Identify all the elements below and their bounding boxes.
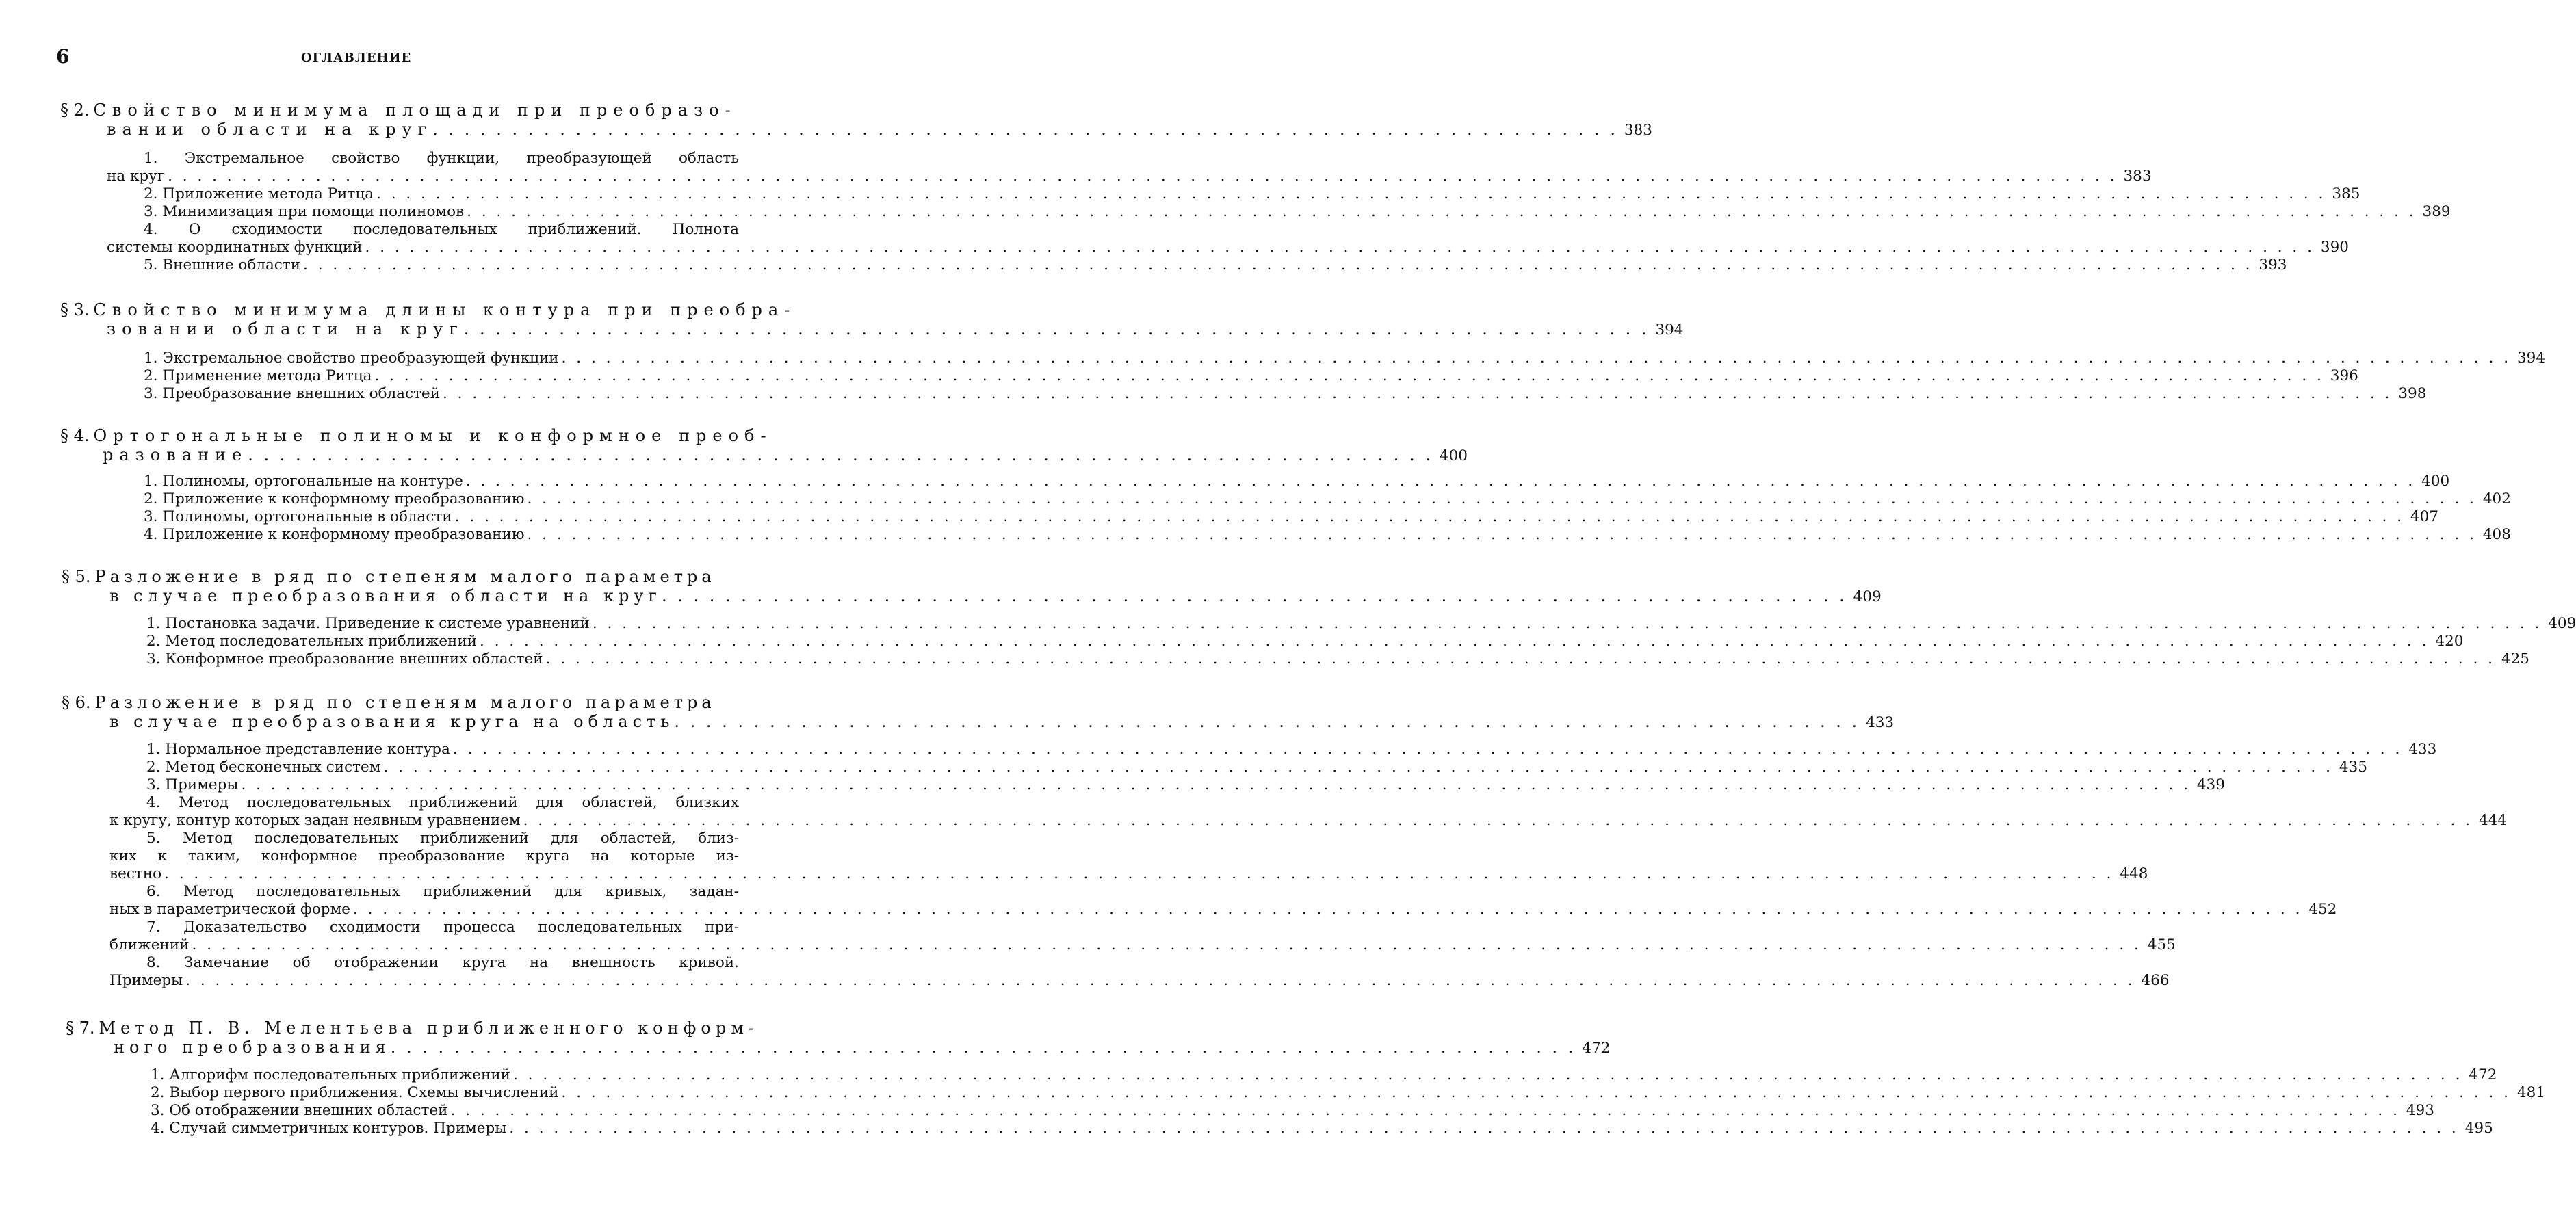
toc-item-line: 4. О сходимости последовательных приближений. Полнота bbox=[144, 220, 739, 239]
section-title-row[interactable] bbox=[109, 586, 739, 606]
toc-item-line: 6. Метод последовательных приближений для кривых, задан- bbox=[146, 882, 739, 901]
leader-dots bbox=[168, 167, 2117, 185]
section-number: § 2. bbox=[60, 101, 90, 120]
toc-item-text: 2. Приложение к конформному преобразованию bbox=[144, 490, 525, 508]
document-page bbox=[0, 0, 821, 1210]
leader-dots bbox=[509, 1119, 2458, 1137]
leader-dots bbox=[528, 490, 2477, 508]
toc-item-line: 1. Экстремальное свойство функции, преобразующей область bbox=[144, 149, 739, 168]
leader-dots bbox=[480, 632, 2429, 650]
toc-item[interactable] bbox=[109, 865, 739, 883]
toc-item[interactable] bbox=[144, 256, 739, 274]
page-ref: 407 bbox=[2408, 508, 2438, 526]
page-ref: 444 bbox=[2477, 811, 2507, 830]
leader-dots bbox=[443, 384, 2392, 403]
leader-dots bbox=[248, 445, 1433, 465]
leader-dots bbox=[466, 472, 2415, 490]
toc-item-line: ких к таким, конформное преобразование круга на которые из- bbox=[109, 847, 739, 865]
toc-item-text: 3. Полиномы, ортогональные в области bbox=[144, 508, 452, 526]
page-ref: 466 bbox=[2139, 971, 2170, 990]
section-title-row[interactable] bbox=[109, 711, 739, 732]
toc-item[interactable] bbox=[109, 971, 739, 990]
page-ref: 393 bbox=[2256, 256, 2287, 274]
page-ref: 420 bbox=[2433, 632, 2463, 650]
leader-dots bbox=[455, 508, 2404, 526]
toc-item-text: вестно bbox=[109, 865, 161, 883]
leader-dots bbox=[467, 202, 2416, 221]
leader-dots bbox=[546, 650, 2495, 668]
toc-item[interactable] bbox=[146, 776, 739, 794]
leader-dots bbox=[242, 776, 2191, 794]
section-title-row[interactable] bbox=[103, 445, 739, 465]
toc-item[interactable] bbox=[144, 525, 739, 544]
section-title-row[interactable] bbox=[114, 1037, 743, 1057]
toc-item-text: 1. Постановка задачи. Приведение к системе уравнений bbox=[146, 614, 590, 633]
page-ref: 394 bbox=[1653, 320, 1683, 341]
page-ref: 495 bbox=[2463, 1119, 2493, 1137]
section-title-row[interactable] bbox=[107, 119, 739, 140]
leader-dots bbox=[593, 614, 2542, 633]
page-ref: 408 bbox=[2481, 525, 2511, 544]
toc-item[interactable] bbox=[151, 1119, 743, 1137]
toc-item-text: 2. Применение метода Ритца bbox=[144, 367, 372, 385]
toc-item-text: 1. Полиномы, ортогональные на контуре bbox=[144, 472, 463, 490]
toc-item-text: 3. Об отображении внешних областей bbox=[151, 1101, 448, 1120]
page-ref: 400 bbox=[2419, 472, 2449, 490]
page-ref: 396 bbox=[2328, 367, 2358, 385]
toc-item-text: ближений bbox=[109, 936, 189, 954]
page-ref: 435 bbox=[2337, 758, 2367, 776]
page-ref: 390 bbox=[2319, 238, 2349, 257]
section-title-text: Разложение в ряд по степеням малого параметра bbox=[95, 567, 716, 586]
toc-item-text: к кругу, контур которых задан неявным уравнением bbox=[109, 811, 521, 830]
page-ref: 409 bbox=[2546, 614, 2576, 633]
section-title-text: зовании области на круг bbox=[107, 319, 464, 339]
leader-dots bbox=[303, 256, 2252, 274]
section-number: § 7. bbox=[66, 1018, 95, 1038]
toc-item[interactable] bbox=[144, 349, 739, 367]
toc-item[interactable] bbox=[109, 811, 739, 830]
toc-item-text: 1. Алгорифм последовательных приближений bbox=[151, 1066, 510, 1084]
toc-item[interactable] bbox=[144, 472, 739, 490]
toc-item[interactable] bbox=[144, 185, 739, 203]
leader-dots bbox=[562, 349, 2511, 367]
leader-dots bbox=[374, 367, 2324, 385]
page-number: 6 bbox=[56, 45, 69, 68]
toc-item-text: 3. Конформное преобразование внешних областей bbox=[146, 650, 543, 668]
leader-dots bbox=[453, 740, 2402, 759]
leader-dots bbox=[523, 811, 2473, 830]
toc-item[interactable] bbox=[144, 490, 739, 508]
section-number: § 5. bbox=[62, 567, 91, 586]
page-ref: 472 bbox=[2467, 1066, 2497, 1084]
page-ref: 493 bbox=[2404, 1101, 2434, 1120]
toc-item[interactable] bbox=[109, 936, 739, 954]
toc-item-text: 2. Приложение метода Ритца bbox=[144, 185, 374, 203]
page-ref: 433 bbox=[2406, 740, 2436, 759]
leader-dots bbox=[164, 865, 2113, 883]
leader-dots bbox=[384, 758, 2333, 776]
section-title-text: Ортогональные полиномы и конформное преоб- bbox=[94, 426, 772, 445]
toc-item-text: 3. Минимизация при помощи полиномов bbox=[144, 202, 464, 221]
section-title-row[interactable] bbox=[107, 319, 739, 339]
toc-item-line: 5. Метод последовательных приближений для областей, близ- bbox=[146, 829, 739, 847]
page-ref: 385 bbox=[2330, 185, 2360, 203]
section-title-line bbox=[60, 100, 739, 120]
toc-item[interactable] bbox=[144, 202, 739, 221]
page-ref: 402 bbox=[2481, 490, 2511, 508]
page-ref: 452 bbox=[2306, 900, 2337, 919]
toc-item[interactable] bbox=[146, 614, 739, 633]
toc-item-line: 7. Доказательство сходимости процесса последовательных при- bbox=[146, 918, 739, 936]
leader-dots bbox=[432, 119, 1618, 140]
leader-dots bbox=[376, 185, 2326, 203]
section-title-line bbox=[66, 1018, 743, 1038]
section-title-text: Разложение в ряд по степеням малого параметра bbox=[95, 693, 716, 712]
section-number: § 6. bbox=[62, 693, 91, 712]
section-title-text: вании области на круг bbox=[107, 119, 432, 140]
page-ref: 481 bbox=[2515, 1083, 2545, 1102]
page-ref: 472 bbox=[1580, 1038, 1610, 1059]
section-title-text: Свойство минимума площади при преобразо- bbox=[94, 101, 737, 120]
page-ref: 455 bbox=[2146, 936, 2176, 954]
toc-item-text: 4. Случай симметричных контуров. Примеры bbox=[151, 1119, 506, 1137]
page-ref: 398 bbox=[2396, 384, 2426, 403]
toc-item-text: 3. Преобразование внешних областей bbox=[144, 384, 440, 403]
toc-item[interactable] bbox=[146, 632, 739, 650]
page-ref: 394 bbox=[2515, 349, 2545, 367]
toc-item[interactable] bbox=[151, 1083, 743, 1102]
toc-item[interactable] bbox=[151, 1066, 743, 1084]
running-title: ОГЛАВЛЕНИЕ bbox=[301, 51, 534, 65]
page-ref: 383 bbox=[1622, 120, 1652, 141]
page-ref: 439 bbox=[2195, 776, 2225, 794]
page-ref: 433 bbox=[1864, 713, 1894, 733]
section-title-text: ного преобразования bbox=[114, 1037, 391, 1057]
toc-item[interactable] bbox=[107, 167, 739, 185]
toc-item-text: 2. Метод последовательных приближений bbox=[146, 632, 477, 650]
page-ref: 389 bbox=[2421, 202, 2451, 221]
leader-dots bbox=[365, 238, 2315, 257]
toc-item[interactable] bbox=[146, 758, 739, 776]
leader-dots bbox=[464, 319, 1650, 339]
section-number: § 3. bbox=[60, 300, 90, 319]
toc-item-line: 4. Метод последовательных приближений для областей, близких bbox=[146, 793, 739, 812]
leader-dots bbox=[353, 900, 2302, 919]
toc-item-text: 2. Метод бесконечных систем bbox=[146, 758, 381, 776]
section-title-text: Метод П. В. Мелентьева приближенного конформ- bbox=[99, 1018, 759, 1038]
toc-item[interactable] bbox=[107, 238, 739, 257]
toc-item[interactable] bbox=[146, 740, 739, 759]
leader-dots bbox=[185, 971, 2135, 990]
section-title-line bbox=[60, 425, 739, 446]
toc-item[interactable] bbox=[144, 384, 739, 403]
page-ref: 400 bbox=[1437, 446, 1468, 466]
toc-item-text: 3. Примеры bbox=[146, 776, 239, 794]
section-title-text: разование bbox=[103, 445, 248, 465]
toc-item-line: 8. Замечание об отображении круга на внешность кривой. bbox=[146, 953, 739, 972]
section-number: § 4. bbox=[60, 426, 90, 445]
toc-item-text: 5. Внешние области bbox=[144, 256, 300, 274]
section-title-text: в случае преобразования круга на область bbox=[109, 711, 674, 732]
page-ref: 448 bbox=[2118, 865, 2148, 883]
leader-dots bbox=[562, 1083, 2511, 1102]
toc-item-text: 2. Выбор первого приближения. Схемы вычислений bbox=[151, 1083, 559, 1102]
leader-dots bbox=[192, 936, 2141, 954]
toc-item-text: 1. Нормальное представление контура bbox=[146, 740, 450, 759]
toc-item[interactable] bbox=[146, 650, 739, 668]
toc-item-text: на круг bbox=[107, 167, 165, 185]
toc-item-text: 4. Приложение к конформному преобразованию bbox=[144, 525, 525, 544]
toc-item[interactable] bbox=[151, 1101, 743, 1120]
leader-dots bbox=[528, 525, 2477, 544]
toc-item-text: 1. Экстремальное свойство преобразующей функции bbox=[144, 349, 559, 367]
leader-dots bbox=[451, 1101, 2400, 1120]
leader-dots bbox=[662, 586, 1847, 606]
section-title-line bbox=[62, 692, 739, 713]
leader-dots bbox=[513, 1066, 2462, 1084]
page-ref: 409 bbox=[1851, 587, 1882, 607]
section-title-text: в случае преобразования области на круг bbox=[109, 586, 662, 606]
leader-dots bbox=[391, 1037, 1576, 1057]
section-title-line bbox=[62, 566, 739, 587]
toc-item-text: системы координатных функций bbox=[107, 238, 363, 257]
leader-dots bbox=[674, 711, 1860, 732]
toc-item-text: ных в параметрической форме bbox=[109, 900, 350, 919]
section-title-text: Свойство минимума длины контура при преобра- bbox=[94, 300, 796, 319]
toc-item-text: Примеры bbox=[109, 971, 183, 990]
toc-item[interactable] bbox=[144, 367, 739, 385]
section-title-line bbox=[60, 300, 739, 320]
toc-item[interactable] bbox=[144, 508, 739, 526]
page-ref: 383 bbox=[2122, 167, 2152, 185]
toc-item[interactable] bbox=[109, 900, 739, 919]
page-ref: 425 bbox=[2499, 650, 2529, 668]
